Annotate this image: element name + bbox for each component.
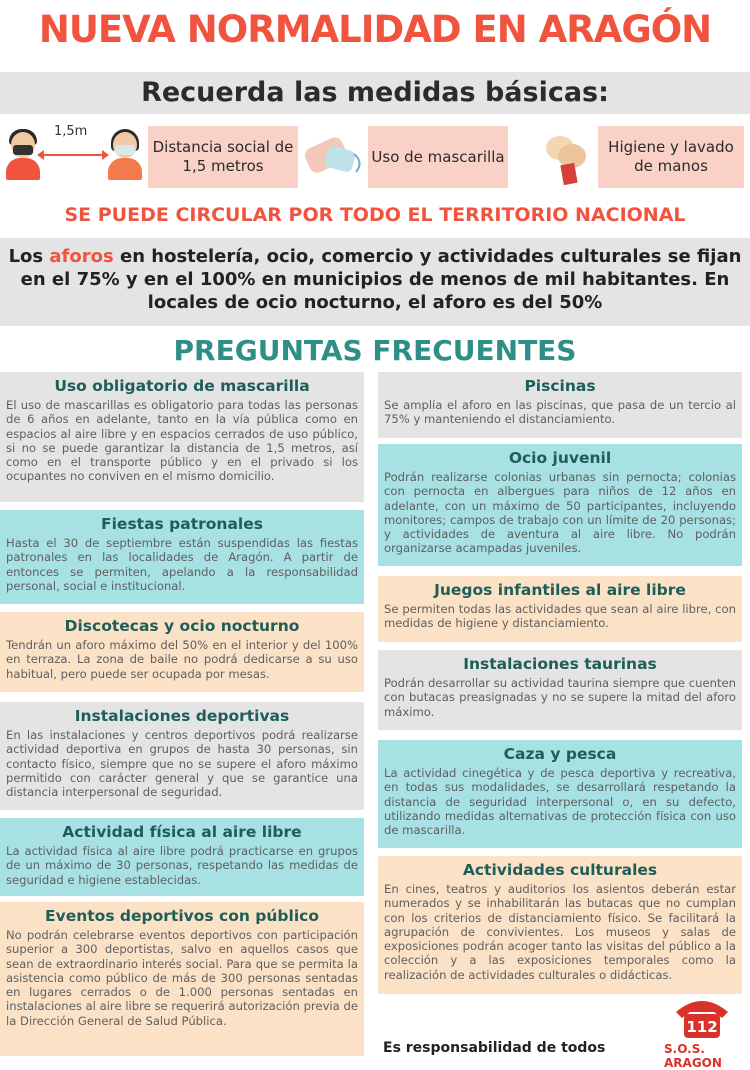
aforos-notice bbox=[0, 238, 750, 326]
faq-card-actividad-fisica bbox=[0, 818, 364, 896]
faq-card-title: Discotecas y ocio nocturno bbox=[64, 617, 300, 635]
faq-card-text: La actividad física al aire libre podrá practicarse en grupos de un máximo de 30 personas, respetando las medidas de seguridad e higiene establecidas. bbox=[6, 844, 358, 887]
faq-card-text: Hasta el 30 de septiembre están suspendidas las fiestas patronales en las localidades de Aragón. A partir de entonces se permiten, apelando a la responsabilidad personal, social e institucional. bbox=[6, 536, 358, 593]
sos-aragon-logo bbox=[672, 994, 732, 1040]
faq-card-text: Tendrán un aforo máximo del 50% en el interior y del 100% en terraza. La zona de baile no podrá dedicarse a su uso habitual, pero puede ser ocupada por mesas. bbox=[6, 638, 358, 681]
faq-card-piscinas bbox=[378, 372, 742, 438]
faq-card-ocio-juvenil bbox=[378, 444, 742, 566]
faq-card-caza-pesca bbox=[378, 740, 742, 848]
sos-logo-number: 112 bbox=[686, 1018, 718, 1036]
faq-card-discotecas bbox=[0, 612, 364, 692]
faq-card-text: La actividad cinegética y de pesca deportiva y recreativa, en todas sus modalidades, se desarrollará respetando la distancia de seguridad interpersonal o, en su defecto, utilizando medidas alternativas de protección física con uso de mascarilla. bbox=[384, 766, 736, 838]
footer-slogan: Es responsabilidad de todos bbox=[383, 1040, 606, 1056]
faq-card-title: Actividad física al aire libre bbox=[62, 823, 302, 841]
faq-card-text: En las instalaciones y centros deportivos podrá realizarse actividad deportiva en grupos de hasta 30 personas, sin contacto físico, siempre que no se supere el aforo máximo permitido con carácter general y que se garantice una distancia interpersonal de seguridad. bbox=[6, 728, 358, 800]
faq-card-title: Piscinas bbox=[524, 377, 596, 395]
faq-card-instalaciones-taurinas bbox=[378, 650, 742, 730]
faq-card-text: No podrán celebrarse eventos deportivos con participación superior a 300 deportistas, salvo en aquellos casos que sean de extraordinario interés social. Para que se permita la asistencia como público de más de 300 personas sentadas en lugares cerrados o de 1.000 personas sentadas en instalaciones al aire libre se requerirá autorización previa de la Dirección General de Salud Pública. bbox=[6, 928, 358, 1028]
subtitle: Recuerda las medidas básicas: bbox=[0, 72, 750, 114]
page-title: NUEVA NORMALIDAD EN ARAGÓN bbox=[38, 8, 712, 51]
distance-label: 1,5m bbox=[54, 124, 88, 139]
faq-card-title: Eventos deportivos con público bbox=[45, 907, 319, 925]
basic-measures bbox=[0, 118, 750, 198]
faq-title: PREGUNTAS FRECUENTES bbox=[173, 334, 577, 367]
faq-card-text: Se permiten todas las actividades que sean al aire libre, con medidas de higiene y distanciamiento. bbox=[384, 602, 736, 631]
faq-card-text: El uso de mascarillas es obligatorio para todas las personas de 6 años en adelante, tanto en la vía pública como en espacios al aire libre y en espacios cerrados de uso público, si no se puede garantizar la distancia de 1,5 metros, así como en el transporte público y en el privado si los ocupantes no conviven en el mismo domicilio. bbox=[6, 398, 358, 484]
measure-mask: Uso de mascarilla bbox=[368, 126, 508, 188]
faq-card-title: Juegos infantiles al aire libre bbox=[434, 581, 686, 599]
hand-washing-icon bbox=[538, 126, 594, 186]
faq-card-text: Podrán realizarse colonias urbanas sin pernocta; colonias con pernocta en albergues para niños de 12 años en adelante, con un máximo de 50 participantes, incluyendo monitores; campos de trabajo con un límite de 20 personas; y actividades de aventura al aire libre. No podrán organizarse acampadas juveniles. bbox=[384, 470, 736, 556]
person-with-mask-icon bbox=[108, 132, 142, 182]
faq-card-title: Ocio juvenil bbox=[508, 449, 612, 467]
faq-card-title: Instalaciones deportivas bbox=[74, 707, 290, 725]
faq-card-title: Actividades culturales bbox=[462, 861, 658, 879]
faq-card-mascarilla bbox=[0, 372, 364, 502]
sos-logo-text: S.O.S. ARAGON bbox=[664, 1042, 722, 1070]
faq-card-instalaciones-deportivas bbox=[0, 702, 364, 810]
double-arrow-icon bbox=[44, 154, 102, 156]
faq-card-fiestas bbox=[0, 510, 364, 604]
faq-card-text: En cines, teatros y auditorios los asientos deberán estar numerados y se inhabilitarán las butacas que no cumplan con los criterios de distanciamiento físico. Se facilitará la agrupación de convivientes. Los museos y salas de exposiciones podrán acoger tanto las visitas del público a la colección y a las exposiciones temporales como la realización de actividades culturales o didácticas. bbox=[384, 882, 736, 982]
face-mask-icon bbox=[300, 134, 366, 178]
faq-card-text: Podrán desarrollar su actividad taurina siempre que cuenten con butacas preasignadas y no se supere la mitad del aforo máximo. bbox=[384, 676, 736, 719]
measure-distance: Distancia social de 1,5 metros bbox=[148, 126, 298, 188]
person-icon bbox=[6, 132, 40, 182]
faq-card-actividades-culturales bbox=[378, 856, 742, 994]
faq-card-text: Se amplía el aforo en las piscinas, que pasa de un tercio al 75% y manteniendo el distanciamiento. bbox=[384, 398, 736, 427]
measure-hygiene: Higiene y lavado de manos bbox=[598, 126, 744, 188]
aforos-text-start: Los bbox=[8, 246, 50, 267]
faq-card-title: Caza y pesca bbox=[503, 745, 617, 763]
faq-card-title: Instalaciones taurinas bbox=[463, 655, 657, 673]
faq-card-juegos-infantiles bbox=[378, 576, 742, 642]
faq-card-title: Fiestas patronales bbox=[101, 515, 263, 533]
faq-card-title: Uso obligatorio de mascarilla bbox=[54, 377, 310, 395]
aforos-text-rest: en hostelería, ocio, comercio y actividades culturales se fijan en el 75% y en el 100% en municipios de menos de mil habitantes. En locales de ocio nocturno, el aforo es del 50% bbox=[20, 246, 742, 313]
aforos-highlight: aforos bbox=[49, 246, 114, 267]
faq-card-eventos-deportivos bbox=[0, 902, 364, 1056]
circulation-notice: SE PUEDE CIRCULAR POR TODO EL TERRITORIO NACIONAL bbox=[64, 204, 686, 226]
